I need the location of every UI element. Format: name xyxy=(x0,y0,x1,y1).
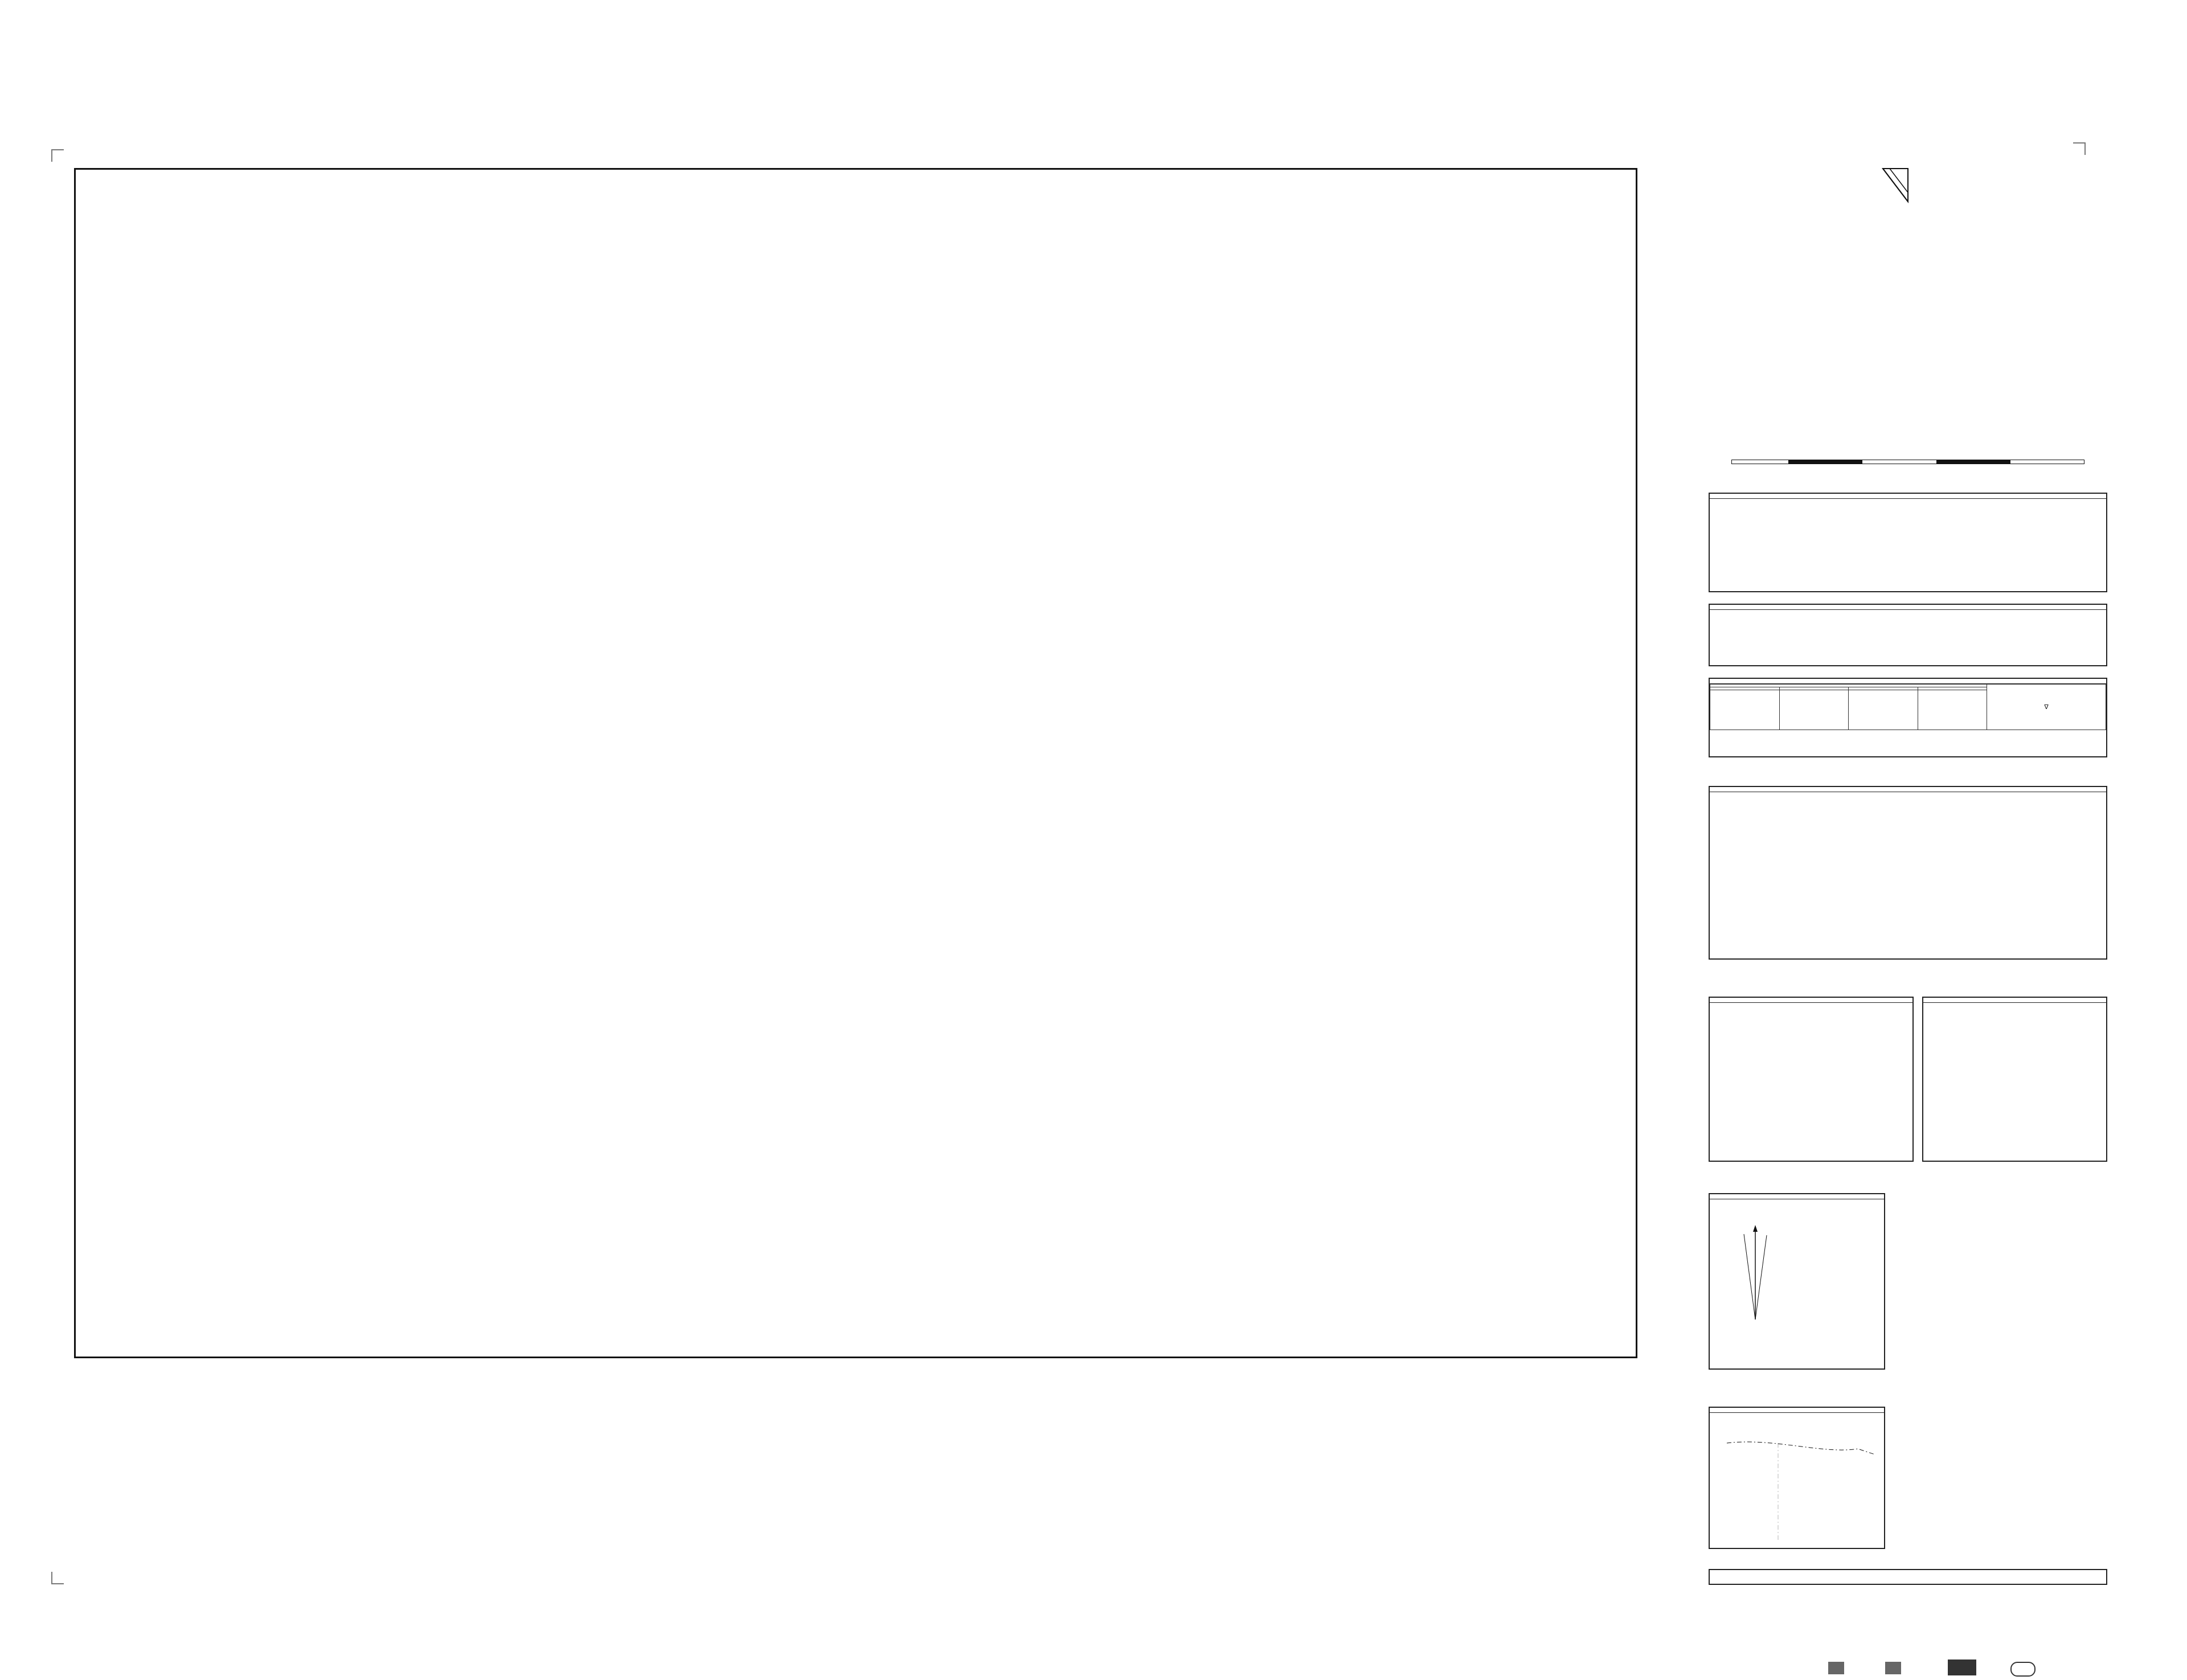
company-logos xyxy=(1828,1657,2096,1680)
map-legend xyxy=(74,1381,1637,1535)
scale-bar xyxy=(1731,453,2084,470)
situazione-10k-box xyxy=(1922,997,2107,1162)
vertici-r2 xyxy=(1849,690,1918,730)
attendibilita-box xyxy=(1709,1569,2107,1585)
fonti-block xyxy=(1902,1193,2107,1201)
limiti-box xyxy=(1709,1407,1885,1549)
logo-4-icon xyxy=(2010,1662,2036,1677)
map-canvas xyxy=(76,170,1636,1357)
logo-2-icon xyxy=(1885,1662,1901,1674)
topographic-map[interactable] xyxy=(74,168,1637,1358)
credits-block xyxy=(1709,1603,1914,1610)
region-logo-icon xyxy=(1878,165,1912,205)
north-arrows-icon xyxy=(1721,1223,1789,1325)
dati-lines xyxy=(1710,499,2106,505)
sit10-title xyxy=(1923,998,2106,1003)
dati-title xyxy=(1710,494,2106,499)
crop-mark-tl xyxy=(51,149,64,162)
sit50-table xyxy=(1710,1003,1912,1145)
vertici-r3 xyxy=(1918,690,1987,730)
amministrativi-list xyxy=(1897,1407,2102,1424)
crop-mark-tr xyxy=(2073,142,2086,155)
vertici-table xyxy=(1710,684,2106,730)
logo-1-icon xyxy=(1828,1662,1844,1674)
vertici-box xyxy=(1709,678,2107,757)
vertici-r0 xyxy=(1710,690,1780,730)
situazione-50k-box xyxy=(1709,997,1914,1162)
crop-mark-bl xyxy=(51,1572,64,1584)
costanti-box xyxy=(1709,604,2107,666)
coordinate-title xyxy=(1710,787,2106,792)
costanti-title xyxy=(1710,605,2106,610)
vertici-title xyxy=(1710,679,2106,684)
declinazione-title xyxy=(1710,1194,1884,1199)
declinazione-box xyxy=(1709,1193,1885,1370)
limiti-diagram xyxy=(1710,1420,1884,1546)
limiti-title xyxy=(1710,1408,1884,1413)
dati-informativi-box xyxy=(1709,493,2107,592)
sit50-title xyxy=(1710,998,1912,1003)
coordinate-box xyxy=(1709,786,2107,960)
logo-rpa-icon xyxy=(1948,1659,1976,1675)
vertex-triangle-icon: ∇ xyxy=(2044,704,2049,711)
sit10-table xyxy=(1923,1003,2106,1145)
title-block xyxy=(1697,165,2119,1572)
vertici-r1 xyxy=(1779,690,1849,730)
